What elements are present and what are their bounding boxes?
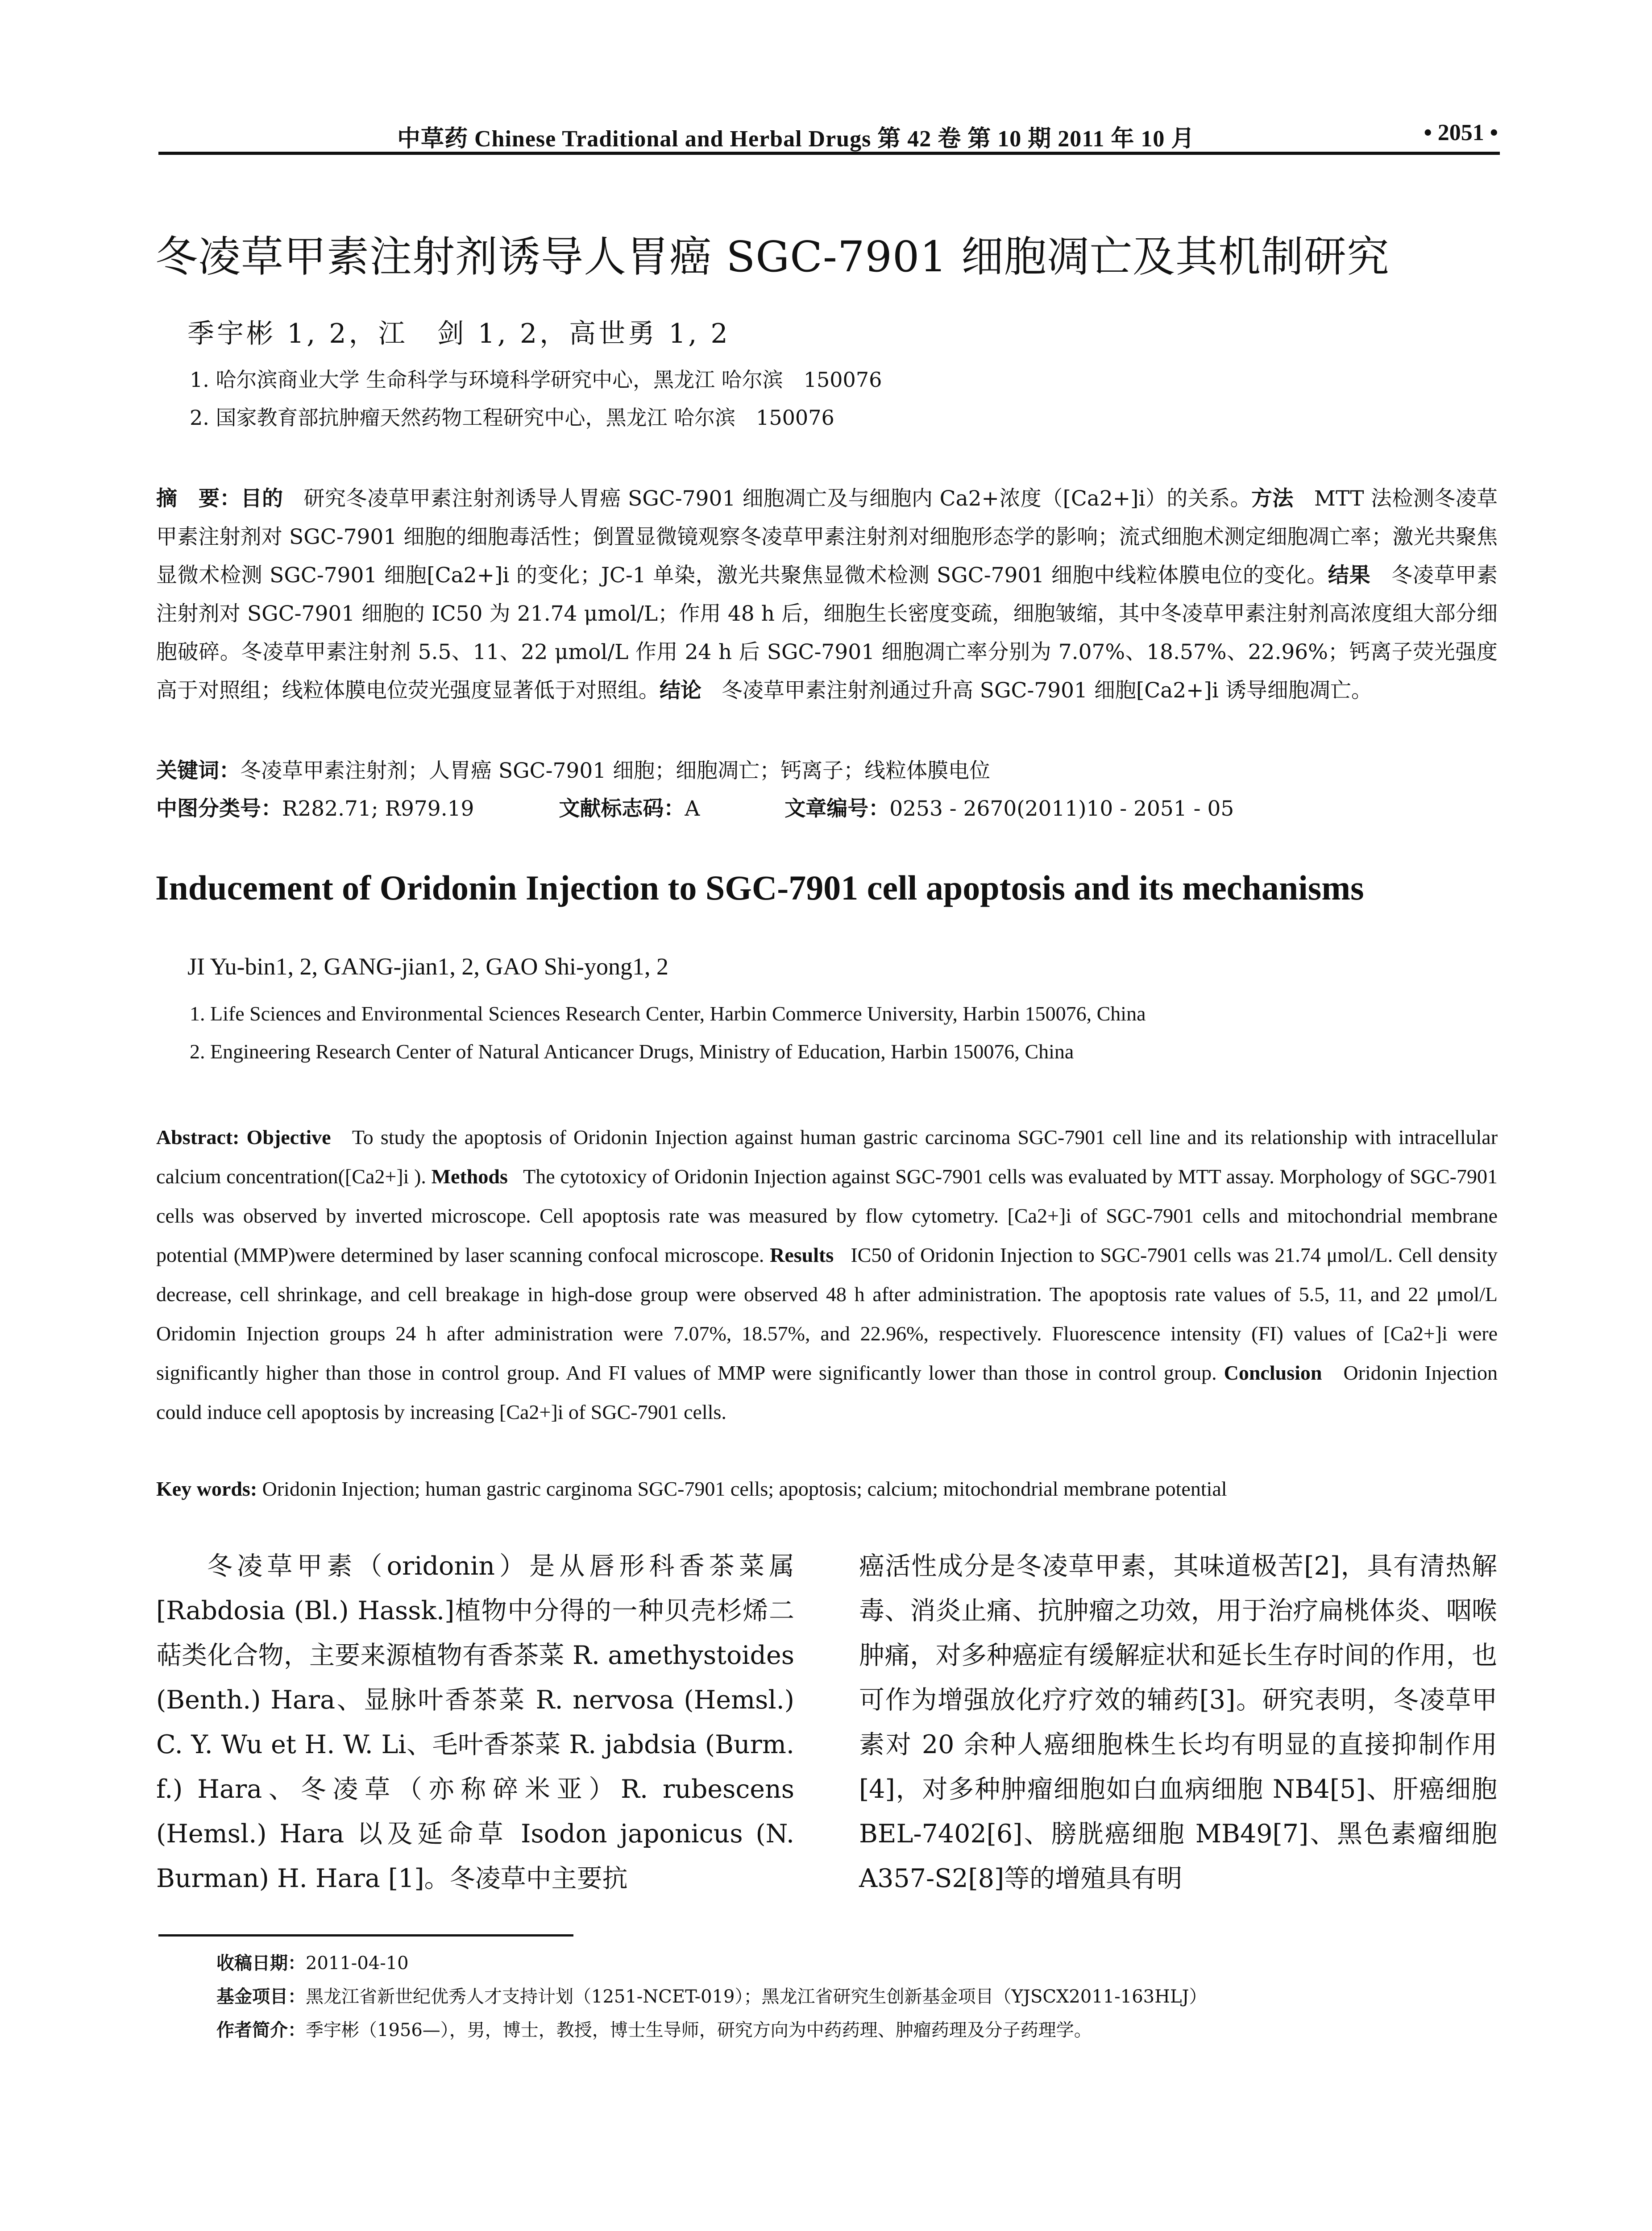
cn-affiliation-1: 1. 哈尔滨商业大学 生命科学与环境科学研究中心，黑龙江 哈尔滨 150076 (190, 368, 882, 392)
footnote-funding (216, 1982, 1207, 2008)
en-title: Inducement of Oridonin Injection to SGC-7901 cell apoptosis and its mechanisms (155, 868, 1364, 907)
en-conclusion: Oridonin Injection could induce cell apoptosis by increasing [Ca2+]i of SGC-7901 cells. (156, 1361, 1498, 1423)
cn-results-label: 结果 (1328, 563, 1371, 588)
article-id-value: 0253 - 2670(2011)10 - 2051 - 05 (889, 796, 1234, 821)
footnote-funding-text: 黑龙江省新世纪优秀人才支持计划（1251-NCET-019）；黑龙江省研究生创新基金项目（YJSCX2011-163HLJ） (306, 1986, 1207, 2007)
cn-keywords-label: 关键词： (156, 759, 240, 783)
footnote-author-bio (216, 2016, 1092, 2041)
cn-abstract-label: 摘 要： (156, 486, 241, 511)
footnote-author-bio-text: 季宇彬（1956—），男，博士，教授，博士生导师，研究方向为中药药理、肿瘤药理及分子药理学。 (306, 2020, 1092, 2040)
body-column-left: 冬凌草甲素（oridonin）是从唇形科香茶菜属 [Rabdosia (Bl.) Hassk.]植物中分得的一种贝壳杉烯二萜类化合物，主要来源植物有香茶菜 R. amethystoides (Benth.) Hara、显脉叶香茶菜 R. nervosa (Hemsl.) C. Y. Wu et H. W. Li、毛叶香茶菜 R. jabdsia (Burm. f.) Hara、冬凌草（亦称碎米亚）R. rubescens (Hemsl.) Hara 以及延命草 Isodon japonicus (N. Burman) H. Hara [1]。冬凌草中主要抗 (156, 1551, 794, 1893)
footnote-funding-label: 基金项目： (216, 1986, 306, 2007)
en-methods: The cytotoxicy of Oridonin Injection against SGC-7901 cells was evaluated by MTT assay. Morphology of SGC-7901 cells was observed by inverted microscope. Cell apoptosis rate was measured by flow cytometry. [Ca2+]i of SGC-7901 cells and mitochondrial membrane potential (MMP)were determined by laser scanning confocal microscope. (156, 1165, 1498, 1266)
en-affiliation-2: 2. Engineering Research Center of Natural Anticancer Drugs, Ministry of Education, Harbin 150076, China (190, 1040, 1074, 1063)
cn-methods: MTT 法检测冬凌草甲素注射剂对 SGC-7901 细胞的细胞毒活性；倒置显微镜观察冬凌草甲素注射剂对细胞形态学的影响；流式细胞术测定细胞凋亡率；激光共聚焦显微术检测 SGC-7901 细胞[Ca2+]i 的变化；JC-1 单染，激光共聚焦显微术检测 SGC-7901 细胞中线粒体膜电位的变化。 (156, 486, 1498, 588)
running-header: 中草药 Chinese Traditional and Herbal Drugs 第 42 卷 第 10 期 2011 年 10 月 (397, 126, 1195, 152)
en-results-label: Results (770, 1244, 834, 1266)
en-abstract (156, 1118, 1498, 1432)
footnote-rule (158, 1934, 573, 1937)
cn-abstract (156, 480, 1498, 710)
footnote-received-text: 2011-04-10 (306, 1953, 409, 1974)
body-column-right: 癌活性成分是冬凌草甲素，其味道极苦[2]，具有清热解毒、消炎止痛、抗肿瘤之功效，用于治疗扁桃体炎、咽喉肿痛，对多种癌症有缓解症状和延长生存时间的作用，也可作为增强放化疗疗效的辅药[3]。研究表明，冬凌草甲素对 20 余种人癌细胞株生长均有明显的直接抑制作用[4]，对多种肿瘤细胞如白血病细胞 NB4[5]、肝癌细胞 BEL-7402[6]、膀胱癌细胞 MB49[7]、黑色素瘤细胞 A357-S2[8]等的增殖具有明 (859, 1551, 1497, 1893)
footnote-received-label: 收稿日期： (216, 1953, 306, 1974)
en-objective: To study the apoptosis of Oridonin Injection against human gastric carcinoma SGC-7901 cell line and its relationship with intracellular calcium concentration([Ca2+]i ). (156, 1126, 1498, 1188)
doc-code-value: A (685, 796, 700, 821)
clc-label: 中图分类号： (156, 796, 282, 821)
en-keywords-label: Key words: (156, 1477, 257, 1500)
en-affiliation-1: 1. Life Sciences and Environmental Sciences Research Center, Harbin Commerce University, Harbin 150076, China (190, 1002, 1146, 1025)
footnote-received (216, 1949, 409, 1974)
cn-keywords-text: 冬凌草甲素注射剂；人胃癌 SGC-7901 细胞；细胞凋亡；钙离子；线粒体膜电位 (240, 759, 991, 783)
cn-title: 冬凌草甲素注射剂诱导人胃癌 SGC-7901 细胞凋亡及其机制研究 (155, 232, 1390, 282)
en-authors: JI Yu-bin1, 2, GANG-jian1, 2, GAO Shi-yong1, 2 (187, 953, 668, 980)
page-number: • 2051 • (1424, 120, 1498, 145)
cn-classification (156, 792, 1234, 822)
article-id-label: 文章编号： (784, 796, 890, 821)
clc-value: R282.71; R979.19 (282, 796, 474, 821)
cn-keywords (156, 754, 990, 784)
footnote-author-bio-label: 作者简介： (216, 2020, 306, 2040)
en-objective-label: Objective (246, 1126, 331, 1149)
en-keywords (156, 1477, 1498, 1501)
en-methods-label: Methods (431, 1165, 508, 1188)
cn-conclusion: 冬凌草甲素注射剂通过升高 SGC-7901 细胞[Ca2+]i 诱导细胞凋亡。 (721, 678, 1372, 703)
cn-conclusion-label: 结论 (660, 678, 701, 703)
cn-objective: 研究冬凌草甲素注射剂诱导人胃癌 SGC-7901 细胞凋亡及与细胞内 Ca2+浓度（[Ca2+]i）的关系。 (303, 486, 1252, 511)
en-abstract-label: Abstract: (156, 1126, 240, 1149)
doc-code-label: 文献标志码： (559, 796, 685, 821)
en-results: IC50 of Oridonin Injection to SGC-7901 cells was 21.74 μmol/L. Cell density decrease, cell shrinkage, and cell breakage in high-dose group were observed 48 h after administration. The apoptosis rate values of 5.5, 11, and 22 μmol/L Oridomin Injection groups 24 h after administration were 7.07%, 18.57%, and 22.96%, respectively. Fluorescence intensity (FI) values of [Ca2+]i were significantly higher than those in control group. And FI values of MMP were significantly lower than those in control group. (156, 1244, 1498, 1384)
cn-authors: 季宇彬 1, 2，江 剑 1, 2，高世勇 1, 2 (187, 318, 731, 349)
en-conclusion-label: Conclusion (1224, 1361, 1322, 1384)
header-rule (158, 152, 1500, 155)
cn-results: 冬凌草甲素注射剂对 SGC-7901 细胞的 IC50 为 21.74 μmol/L；作用 48 h 后，细胞生长密度变疏，细胞皱缩，其中冬凌草甲素注射剂高浓度组大部分细胞破碎。冬凌草甲素注射剂 5.5、11、22 μmol/L 作用 24 h 后 SGC-7901 细胞凋亡率分别为 7.07%、18.57%、22.96%；钙离子荧光强度高于对照组；线粒体膜电位荧光强度显著低于对照组。 (156, 563, 1498, 703)
cn-objective-label: 目的 (241, 486, 283, 511)
en-keywords-text: Oridonin Injection; human gastric carginoma SGC-7901 cells; apoptosis; calcium; mitochondrial membrane potential (262, 1477, 1227, 1500)
cn-affiliation-2: 2. 国家教育部抗肿瘤天然药物工程研究中心，黑龙江 哈尔滨 150076 (190, 406, 834, 430)
cn-methods-label: 方法 (1251, 486, 1294, 511)
